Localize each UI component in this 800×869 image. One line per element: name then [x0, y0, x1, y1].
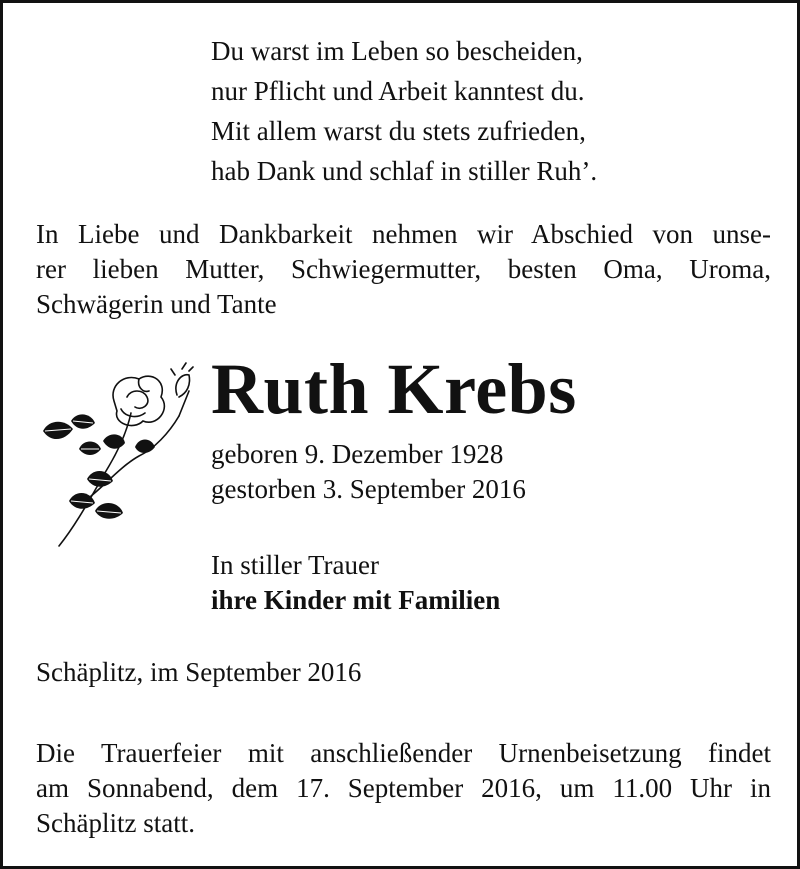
poem-line: hab Dank und schlaf in stiller Ruh’. — [211, 156, 598, 186]
poem — [211, 31, 597, 191]
poem-line: Du warst im Leben so bescheiden, — [211, 36, 583, 66]
life-dates — [211, 437, 526, 507]
intro-line: Schwägerin und Tante — [36, 289, 277, 319]
funeral-line: Die Trauerfeier mit anschließender Urnenbeisetzung findet — [36, 738, 771, 768]
intro-text — [36, 217, 771, 322]
poem-line: Mit allem warst du stets zufrieden, — [211, 116, 586, 146]
birth-date: geboren 9. Dezember 1928 — [211, 439, 504, 469]
intro-line: rer lieben Mutter, Schwiegermutter, besten Oma, Uroma, — [36, 254, 771, 284]
rose-icon — [39, 361, 194, 551]
mourners — [211, 548, 500, 618]
funeral-line: am Sonnabend, dem 17. September 2016, um 11.00 Uhr in — [36, 773, 771, 803]
funeral-line: Schäplitz statt. — [36, 808, 195, 838]
death-date: gestorben 3. September 2016 — [211, 474, 526, 504]
poem-line: nur Pflicht und Arbeit kanntest du. — [211, 76, 585, 106]
place-date: Schäplitz, im September 2016 — [36, 657, 362, 687]
intro-line: In Liebe und Dankbarkeit nehmen wir Abschied von unse- — [36, 219, 771, 249]
funeral-notice — [36, 736, 771, 841]
mourners-family: ihre Kinder mit Familien — [211, 585, 501, 615]
mourners-line: In stiller Trauer — [211, 550, 379, 580]
deceased-name: Ruth Krebs — [211, 349, 577, 429]
